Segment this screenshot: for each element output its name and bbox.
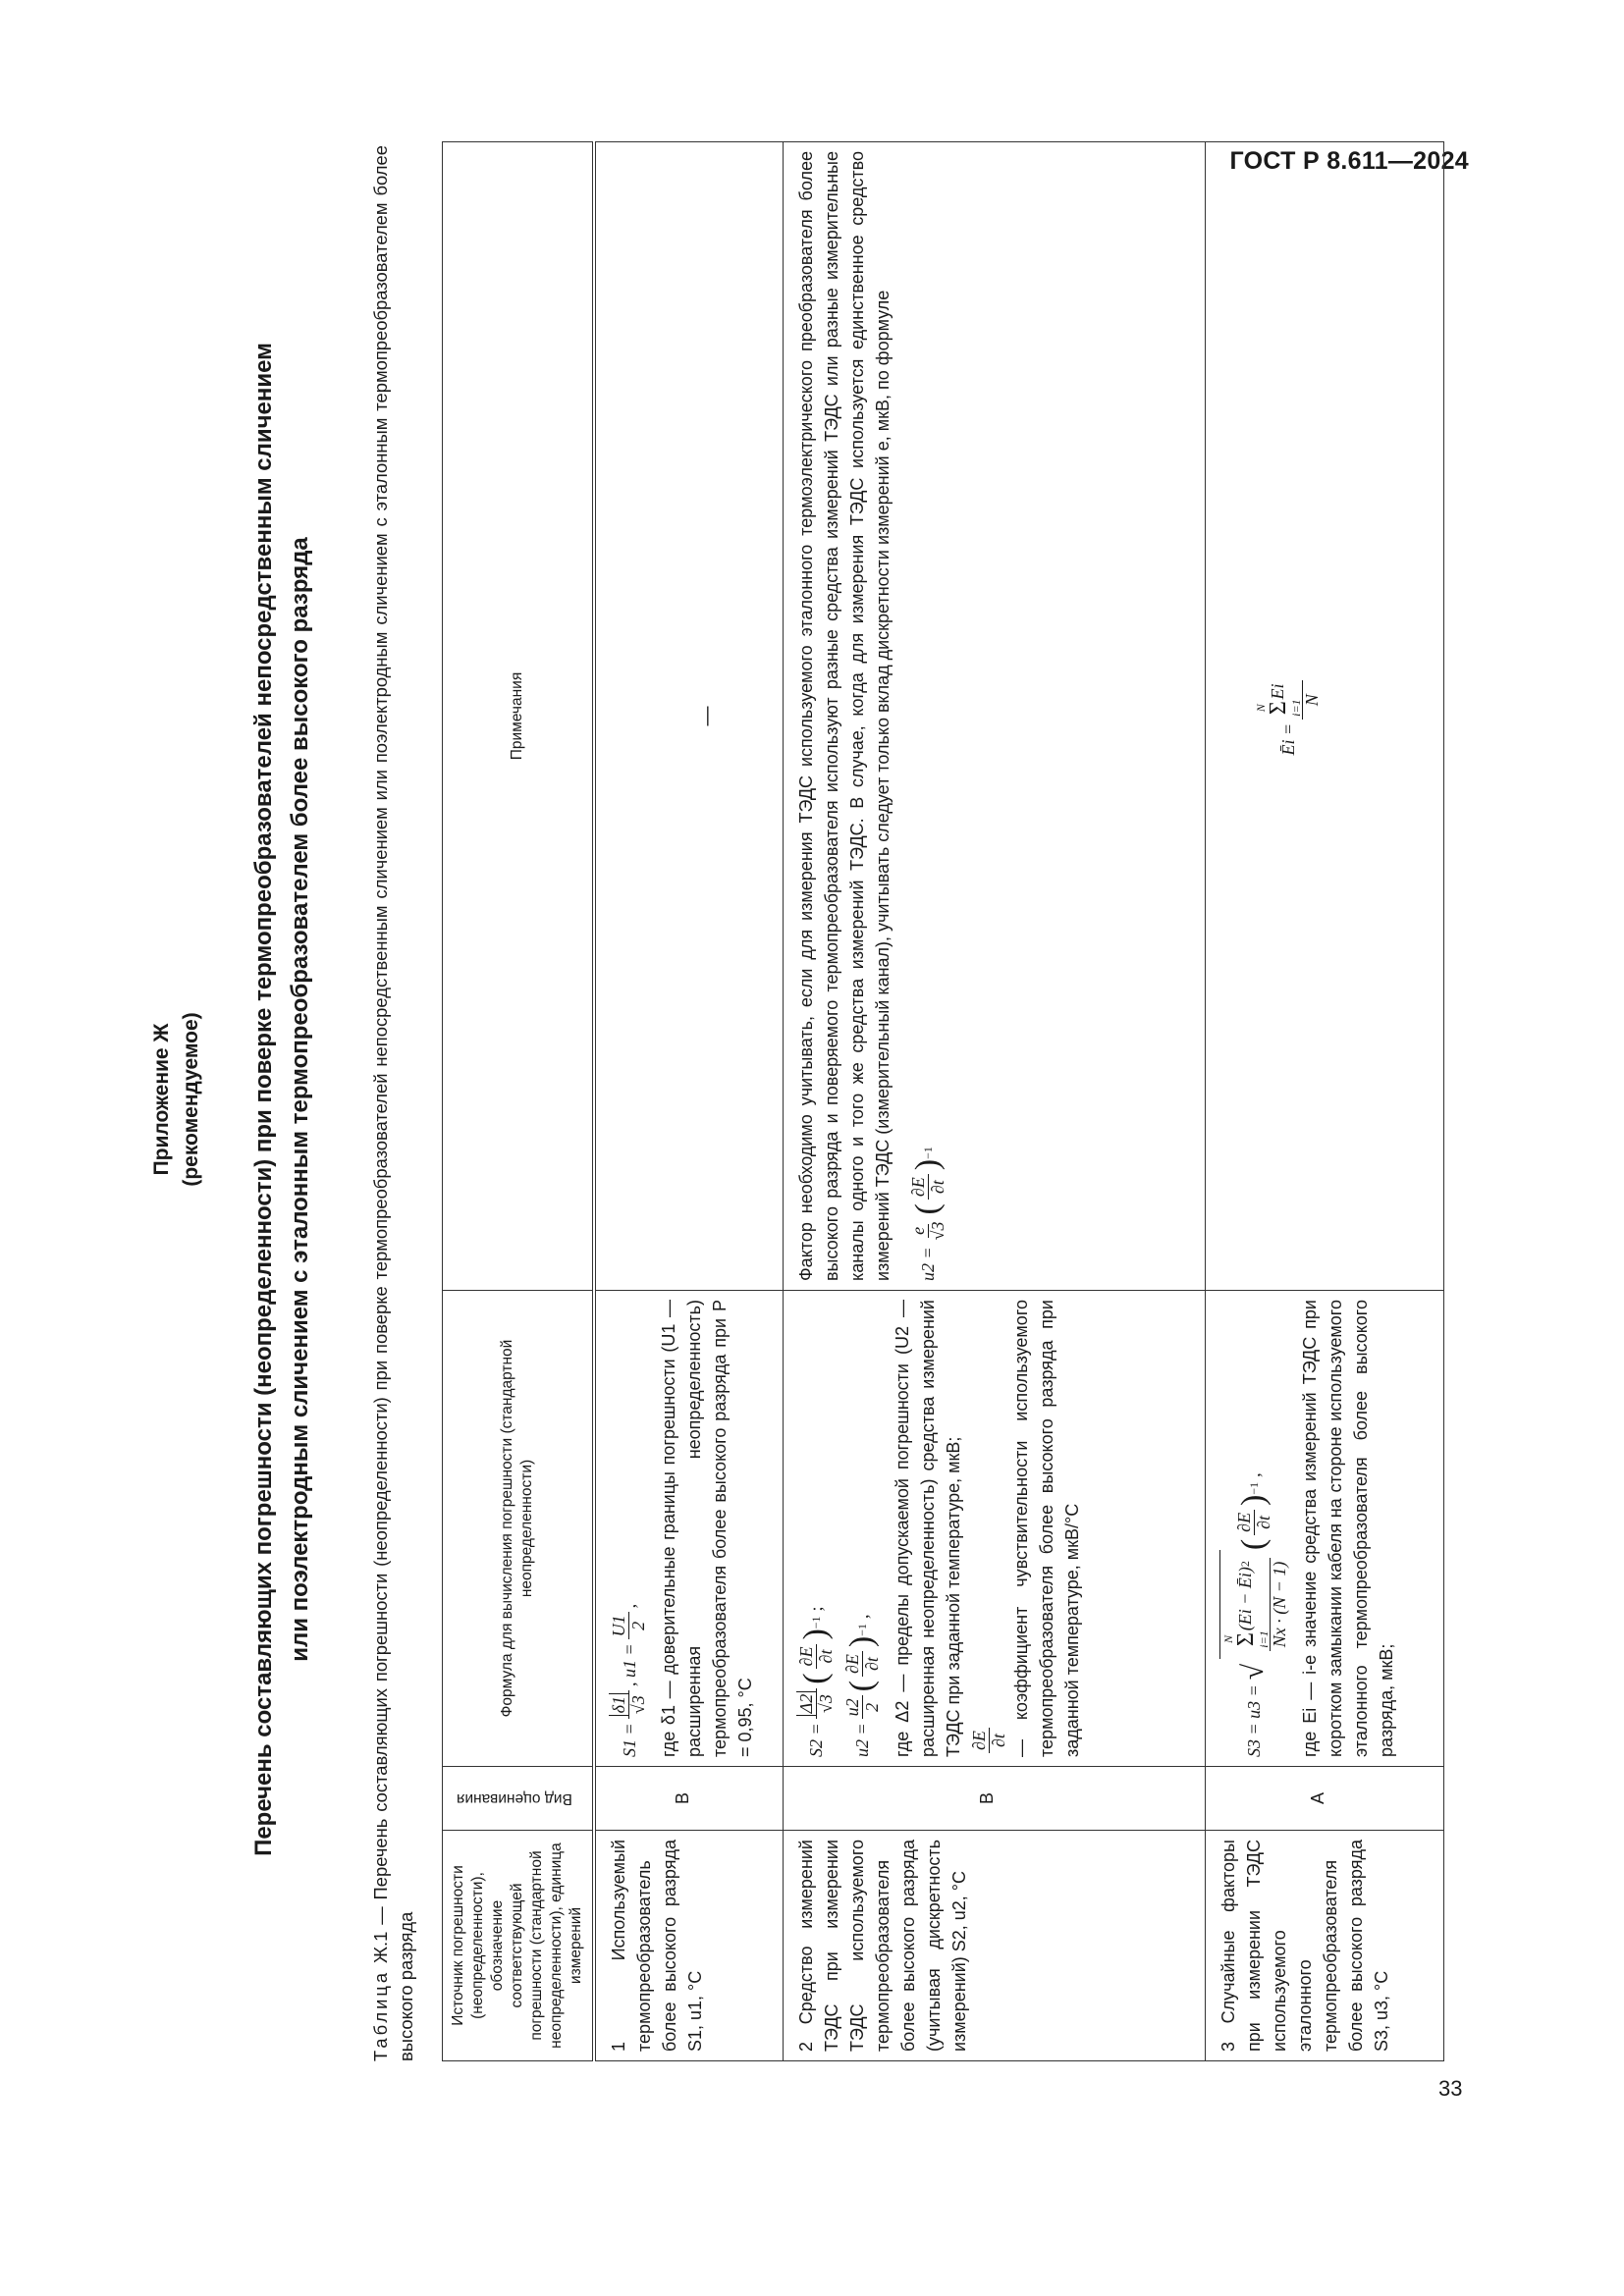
table-caption-text: Ж.1 — Перечень составляющих погрешности (неопределенности) при поверке термопреобразователей непосредственным сличением или поэлектродным сличением с эталонным термопреобразователем более высокого разряда — [370, 145, 416, 2061]
section-title-line-2: или поэлектродным сличением с эталонным термопреобразователем более высокого разряда — [287, 537, 313, 1662]
row3-sqrt — [1219, 1550, 1289, 1659]
header-source: Источник погрешности (неопределенности), обозначение соответствующей погрешности (стандартной неопределенности), единица измерений — [443, 1831, 595, 2061]
row3-exp: −1 — [1247, 1481, 1261, 1495]
row2-f1-deriv-den: ∂t — [815, 1649, 836, 1664]
section-title-line-1: Перечень составляющих погрешности (неопределенности) при поверке термопреобразователей непосредственным сличением — [250, 343, 277, 1856]
row2-deriv-term — [970, 1300, 1008, 1757]
row1-f-mid: , u1 = — [619, 1643, 639, 1686]
table-header-row — [443, 142, 595, 2061]
row2-explanation-2: — коэффициент чувствительности используемого термопреобразователя более высокого разряда при заданной температуре, мкВ/°C — [1010, 1300, 1082, 1757]
row2-notes-den: √3 — [927, 1221, 947, 1241]
row2-deriv-den: ∂t — [988, 1734, 1008, 1748]
row1-frac-2-num: U1 — [610, 1612, 629, 1639]
row2-notes-exp: −1 — [921, 1147, 935, 1159]
uncertainty-table — [442, 141, 1444, 2061]
appendix-title: Приложение Ж — [150, 1023, 173, 1176]
row2-f1-den: √3 — [815, 1694, 836, 1713]
row2-f2-deriv-den: ∂t — [861, 1657, 882, 1672]
row3-formula-s3: S3 = u3 = √ N Σ i=1 (Ei − Ēi) 2 Nx · (N − 1) ( ∂E ∂t ) −1 , — [1219, 1300, 1289, 1757]
row3-type — [1205, 1767, 1443, 1831]
row1-f-end: , — [619, 1603, 639, 1609]
row1-frac-1-den: √3 — [628, 1695, 648, 1715]
row3-sum-top: N — [1220, 1635, 1235, 1644]
row2-f2-den: 2 — [861, 1702, 882, 1712]
row2-notes-deriv-den: ∂t — [927, 1180, 947, 1195]
row3-formula — [1205, 1291, 1443, 1767]
table-caption-label: Таблица — [370, 1969, 391, 2061]
row3-sum-bot: i=1 — [1256, 1630, 1271, 1648]
row3-sum-expr: (Ei − Ēi) — [1235, 1567, 1255, 1631]
header-type — [443, 1767, 595, 1831]
section-title — [245, 128, 318, 2071]
row3-den: Nx · (N − 1) — [1269, 1561, 1289, 1648]
row2-f2-end: , — [852, 1614, 872, 1620]
row1-notes — [594, 142, 783, 1291]
row2-f2-lhs: u2 = — [852, 1723, 872, 1757]
row1-type — [594, 1767, 783, 1831]
row2-type — [783, 1767, 1205, 1831]
row3-deriv-num: ∂E — [1235, 1510, 1255, 1535]
row2-f2-deriv-num: ∂E — [843, 1651, 863, 1677]
row1-f-lhs: S1 = — [619, 1723, 639, 1757]
row2-notes-text: Фактор необходимо учитывать, если для измерения ТЭДС используемого эталонного термоэлектрического преобразователя более высокого разряда и поверяемого термопреобразователя используют разные средства измерений ТЭДС или разные измерительные каналы одного и того же средства измерений ТЭДС. В случае, когда для измерения ТЭДС используется единственное средство измерений ТЭДС (измерительный канал), учитывать следует только вклад дискретности измерений e, мкВ, по формуле — [795, 151, 893, 1281]
appendix-heading — [147, 128, 206, 2071]
row2-f1-deriv-num: ∂E — [797, 1644, 817, 1670]
row2-notes-formula: u2 = e √3 ( ∂E ∂t ) −1 — [907, 1147, 947, 1281]
row3-source: 3 Случайные факторы при измерении ТЭДС используемого эталонного термопреобразователя более высокого разряда S3, u3, °C — [1205, 1831, 1443, 2061]
row3-notes — [1205, 142, 1443, 1291]
row2-notes-f-lhs: u2 = — [918, 1247, 938, 1281]
row2-deriv-num: ∂E — [970, 1728, 990, 1753]
row3-notes-sum: N Σ i=1 — [1253, 699, 1303, 717]
row3-notes-sum-top: N — [1253, 704, 1268, 713]
row2-notes-deriv-num: ∂E — [909, 1174, 929, 1200]
row1-frac-2 — [610, 1612, 648, 1639]
row1-notes-dash: — — [696, 706, 718, 726]
row3-deriv — [1235, 1510, 1273, 1535]
header-type-text: Вид оценивания — [457, 1790, 572, 1807]
row1-source: 1 Используемый термопреобразователь более высокого разряда S1, u1, °C — [594, 1831, 783, 2061]
row2-explanation-1: где Δ2 — пределы допускаемой погрешности (U2 —расширенная неопределенность) средства измерений ТЭДС при заданной температуре, мкВ; — [892, 1300, 963, 1757]
row2-f1-deriv — [797, 1644, 836, 1670]
row2-notes-frac — [909, 1218, 947, 1243]
row2-notes-num: e — [909, 1224, 929, 1238]
row3-notes-sum-expr: Ei — [1268, 683, 1287, 700]
page-number: 33 — [1438, 2076, 1463, 2101]
row2-f1-frac — [797, 1688, 836, 1720]
row2-f1-lhs: S2 = — [806, 1723, 826, 1757]
row2-deriv-frac — [970, 1728, 1008, 1753]
appendix-status: (рекомендуемое) — [180, 1012, 202, 1187]
row2-type-text: В — [977, 1792, 997, 1805]
document-code: ГОСТ Р 8.611—2024 — [1229, 147, 1469, 175]
row2-notes — [783, 142, 1205, 1291]
table-row — [594, 142, 783, 2061]
row2-formula-s2: S2 = Δ2 √3 ( ∂E ∂t ) −1 ; — [797, 1300, 836, 1757]
row2-f1-num: Δ2 — [796, 1691, 816, 1717]
row3-sum: N Σ i=1 — [1220, 1630, 1271, 1648]
row2-f2-deriv — [843, 1651, 882, 1677]
row1-formula-expression — [610, 1300, 648, 1757]
row2-f2-exp: −1 — [855, 1624, 869, 1636]
row3-notes-sum-bot: i=1 — [1288, 699, 1303, 717]
row1-frac-2-den: 2 — [628, 1621, 648, 1630]
row2-formula — [783, 1291, 1205, 1767]
row2-f2-frac — [843, 1695, 882, 1719]
row1-formula-explanation: где δ1 — доверительные границы погрешности (U1 — расширенная неопределенность) термопреобразователя более высокого разряда при P = 0,95, °C — [659, 1300, 755, 1757]
header-notes: Примечания — [443, 142, 595, 1291]
row3-notes-frac — [1255, 680, 1322, 719]
row3-notes-den: N — [1301, 694, 1322, 707]
row3-deriv-den: ∂t — [1253, 1515, 1273, 1529]
row2-f1-end: ; — [806, 1606, 826, 1612]
row1-frac-1 — [610, 1690, 648, 1719]
rotated-page-content — [147, 128, 1483, 2071]
row1-frac-1-num: δ1 — [609, 1693, 628, 1716]
row2-notes-deriv — [909, 1174, 947, 1200]
row2-formula-u2: u2 = u2 2 ( ∂E ∂t ) −1 , — [843, 1300, 882, 1757]
row3-frac — [1222, 1558, 1289, 1651]
row3-f-end: , — [1244, 1472, 1264, 1477]
row3-type-text: А — [1307, 1792, 1327, 1805]
row1-type-text: В — [672, 1792, 692, 1805]
row2-source: 2 Средство измерений ТЭДС при измерении ТЭДС используемого термопреобразователя более высокого разряда (учитывая дискретность измерений) S2, u2, °C — [783, 1831, 1205, 2061]
header-formula: Формула для вычисления погрешности (стандартной неопределенности) — [443, 1291, 595, 1767]
row3-notes-lhs: Ēi = — [1277, 722, 1298, 756]
row2-f2-num: u2 — [843, 1695, 863, 1719]
row3-explanation: где Ei — i-е значение средства измерений ТЭДС при коротком замыкании кабеля на стороне используемого эталонного термопреобразователя более высокого разряда, мкВ; — [1299, 1300, 1396, 1757]
table-caption — [368, 145, 419, 2061]
row2-f1-exp: −1 — [809, 1616, 823, 1629]
table-row — [783, 142, 1205, 2061]
table-row — [1205, 142, 1443, 2061]
row3-f-lhs: S3 = u3 = — [1244, 1684, 1264, 1757]
row1-formula — [594, 1291, 783, 1767]
row3-notes-formula — [1255, 151, 1322, 1281]
row3-sq: 2 — [1238, 1561, 1252, 1568]
